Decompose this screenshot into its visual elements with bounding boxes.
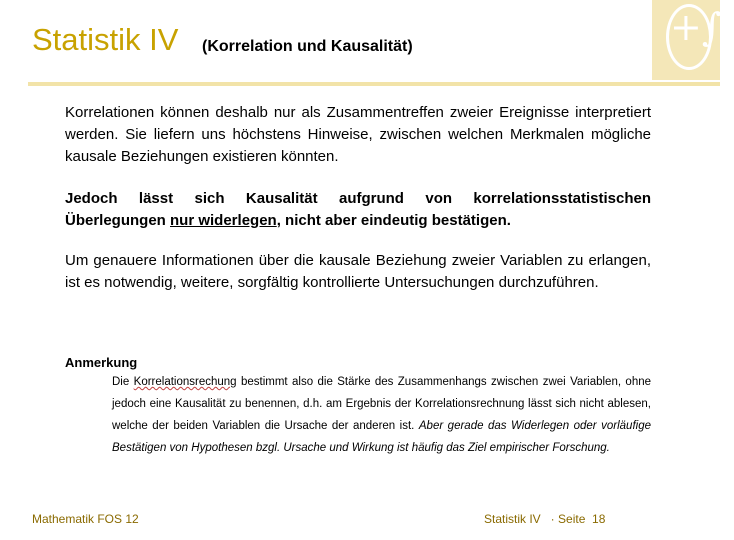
causality-text-end: , nicht aber eindeutig bestätigen.: [276, 212, 511, 229]
logo-glyph: +∫-: [670, 5, 734, 49]
paragraph-causality: [65, 188, 651, 232]
slide-subtitle: (Korrelation und Kausalität): [202, 38, 413, 55]
note-text-start: Die: [112, 376, 134, 388]
note-text: [112, 371, 651, 459]
header-rule: [28, 82, 720, 86]
paragraph-investigation: Um genauere Informationen über die kausale Beziehung zweier Variablen zu erlangen, ist es notwendig, weitere, sorgfältig kontrollierte Untersuchungen durchzuführen.: [65, 252, 651, 291]
plus-integral-minus-logo-icon: [652, 0, 734, 80]
note-text-middle: bestimmt also die Stärke des Zusammenhangs zwischen zwei Variablen, ohne jedoch eine Kausalität zu benennen, d.h. am Ergebnis der Korrelationsrechnung lässt sich nicht ablesen, welche der beiden Variablen die Ursache der anderen ist.: [112, 376, 652, 432]
note-heading: Anmerkung: [65, 355, 138, 370]
footer-course: Mathematik FOS 12: [32, 512, 139, 526]
paragraph-correlation: Korrelationen können deshalb nur als Zusammentreffen zweier Ereignisse interpretiert werden. Sie liefern uns höchstens Hinweise, zwischen welchen Merkmalen mögliche kausale Beziehungen existieren könnten.: [65, 104, 651, 165]
causality-text-start: Jedoch lässt sich Kausalität aufgrund von korrelationsstatistischen Überlegungen: [65, 190, 651, 229]
slide-title: Statistik IV: [32, 22, 179, 57]
note-text-italic: Aber gerade das Widerlegen oder vorläufige Bestätigen von Hypothesen bzgl. Ursache und Wirkung ist häufig das Ziel empirischer Forschung.: [112, 420, 651, 454]
footer-page-info: Statistik IV · Seite 18: [484, 512, 606, 526]
note-term: Korrelationsrechung: [133, 376, 237, 388]
causality-emphasis: nur widerlegen: [170, 212, 277, 229]
